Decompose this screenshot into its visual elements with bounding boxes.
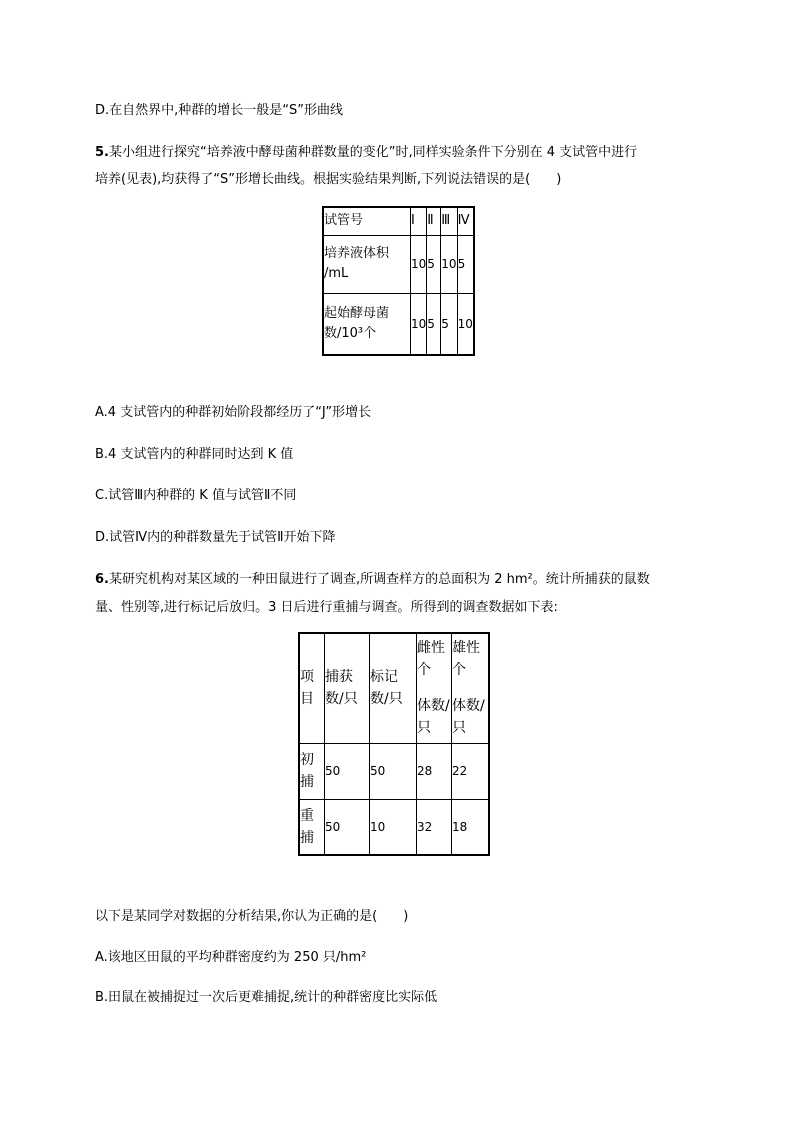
q5-stem-line1 <box>95 145 637 161</box>
table-header-cell <box>417 633 452 743</box>
row-label <box>299 743 325 799</box>
table-header-cell: Ⅳ <box>457 207 474 235</box>
q5-option-b: B.4 支试管内的种群同时达到 K 值 <box>95 447 294 462</box>
table-cell: 10 <box>441 235 457 293</box>
q5-stem-line2: 培养(见表),均获得了“S”形增长曲线。根据实验结果判断,下列说法错误的是( ) <box>95 172 562 187</box>
row-label <box>323 235 411 293</box>
q5-option-c: C.试管Ⅲ内种群的 K 值与试管Ⅱ不同 <box>95 488 297 503</box>
q4-option-d: D.在自然界中,种群的增长一般是“S”形曲线 <box>95 103 343 118</box>
table-header-cell <box>452 633 490 743</box>
table-cell: 18 <box>452 799 490 855</box>
q5-option-a: A.4 支试管内的种群初始阶段都经历了“J”形增长 <box>95 405 372 420</box>
table-header-cell <box>299 633 325 743</box>
row-label-unit: /mL <box>324 266 349 281</box>
row-label-text: 捕 <box>300 829 314 846</box>
table-header-cell: 标记数/只 <box>370 633 417 743</box>
row-label-text: 重 <box>300 807 314 824</box>
q6-question: 以下是某同学对数据的分析结果,你认为正确的是( ) <box>95 909 409 924</box>
header-text: 项 <box>300 669 314 686</box>
table-cell: 50 <box>325 743 370 799</box>
table-cell: 10 <box>411 235 427 293</box>
table-row <box>299 743 489 799</box>
table-cell: 5 <box>427 293 441 355</box>
table-header-cell: Ⅱ <box>427 207 441 235</box>
q6-option-b: B.田鼠在被捕捉过一次后更难捕捉,统计的种群密度比实际低 <box>95 990 438 1005</box>
table-row <box>299 799 489 855</box>
header-text: 目 <box>300 691 314 708</box>
q6-stem-line2: 量、性别等,进行标记后放归。3 日后进行重捕与调查。所得到的调查数据如下表: <box>95 600 558 615</box>
table-cell: 50 <box>370 743 417 799</box>
row-label <box>299 799 325 855</box>
q6-number: 6. <box>95 572 109 587</box>
table-header-cell: Ⅲ <box>441 207 457 235</box>
table-cell: 10 <box>411 293 427 355</box>
q5-option-d: D.试管Ⅳ内的种群数量先于试管Ⅱ开始下降 <box>95 530 336 545</box>
row-label-unit: 数/10³个 <box>324 325 377 341</box>
row-label-text: 初 <box>300 752 314 768</box>
q6-stem-line1 <box>95 572 650 588</box>
header-text: 体数/只 <box>417 698 450 737</box>
table-header-cell: 试管号 <box>323 207 411 235</box>
table-cell: 50 <box>325 799 370 855</box>
table-row <box>323 207 474 235</box>
q6-stem-text1: 某研究机构对某区域的一种田鼠进行了调查,所调查样方的总面积为 2 hm²。统计所捕获的鼠数 <box>108 572 650 587</box>
table-cell: 28 <box>417 743 452 799</box>
q5-stem-text1: 某小组进行探究“培养液中酵母菌种群数量的变化”时,同样实验条件下分别在 4 支试管中进行 <box>108 145 638 160</box>
q5-culture-table <box>322 206 475 356</box>
q5-number: 5. <box>95 145 109 160</box>
header-text: 体数/只 <box>452 698 485 737</box>
table-cell: 5 <box>457 235 474 293</box>
table-header-cell: Ⅰ <box>411 207 427 235</box>
table-cell: 10 <box>457 293 474 355</box>
header-text: 雌性个 <box>417 640 445 679</box>
table-row <box>299 633 489 743</box>
table-cell: 5 <box>441 293 457 355</box>
table-cell: 5 <box>427 235 441 293</box>
header-text: 雄性个 <box>452 640 480 679</box>
row-label-text: 捕 <box>300 774 314 790</box>
row-label <box>323 293 411 355</box>
row-label-line: 起始酵母菌 <box>324 305 390 321</box>
table-cell: 10 <box>370 799 417 855</box>
table-header-cell: 捕获数/只 <box>325 633 370 743</box>
table-cell: 22 <box>452 743 490 799</box>
table-cell: 32 <box>417 799 452 855</box>
q6-capture-table <box>298 632 490 856</box>
row-label-line: 培养液体积 <box>324 246 390 261</box>
table-row <box>323 235 474 293</box>
table-row <box>323 293 474 355</box>
q6-option-a: A.该地区田鼠的平均种群密度约为 250 只/hm² <box>95 950 367 965</box>
